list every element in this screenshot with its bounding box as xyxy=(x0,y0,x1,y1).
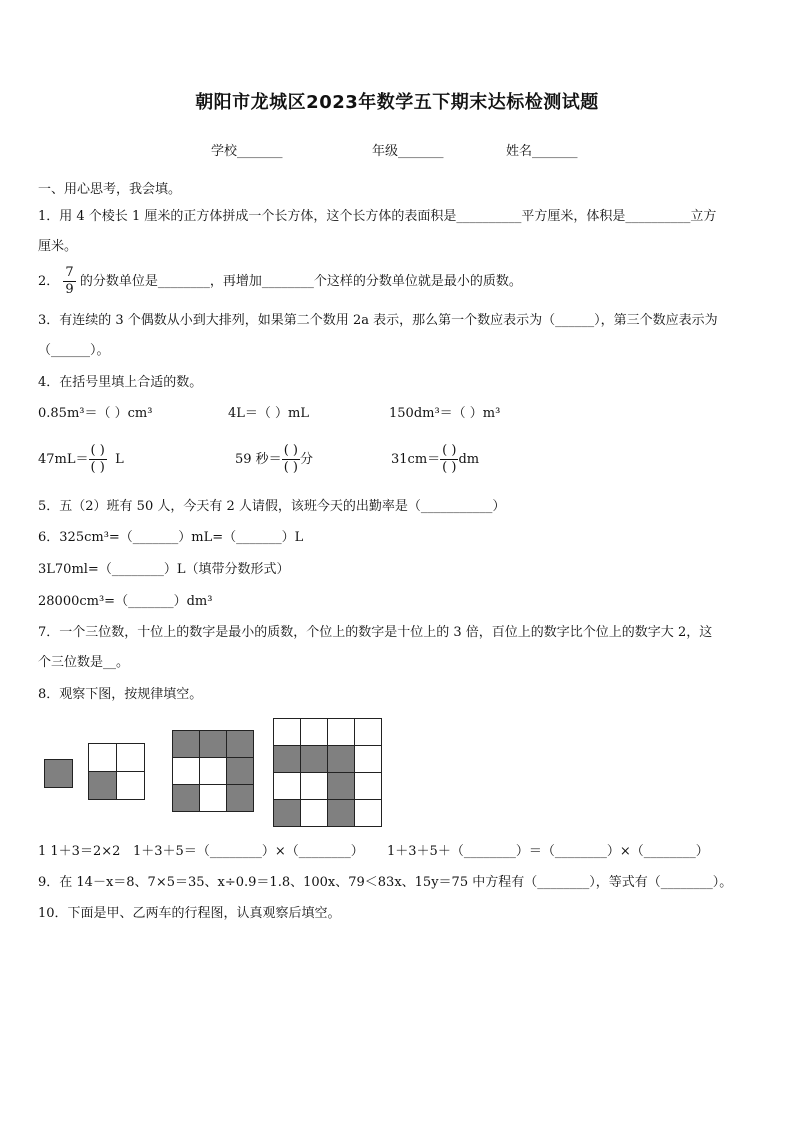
grid-cell xyxy=(116,743,145,772)
page-title: 朝阳市龙城区2023年数学五下期末达标检测试题 xyxy=(195,92,599,113)
grade-field[interactable]: 年级_______ xyxy=(372,144,444,159)
fraction-numerator: 7 xyxy=(65,265,74,280)
grid-cell xyxy=(354,772,382,800)
question-1-line1: 1．用 4 个棱长 1 厘米的正方体拼成一个长方体，这个长方体的表面积是__________平方厘米，体积是__________立方 xyxy=(38,209,717,224)
question-3-line1: 3．有连续的 3 个偶数从小到大排列，如果第二个数用 2a 表示，那么第一个数应表示为（______），第三个数应表示为 xyxy=(38,313,718,328)
grid-cell-shaded xyxy=(327,772,355,800)
question-4-b: 4L＝（ ）mL xyxy=(228,406,309,421)
question-5: 5．五（2）班有 50 人，今天有 2 人请假，该班今天的出勤率是（___________） xyxy=(38,499,506,514)
grid-cell-shaded xyxy=(327,745,355,773)
grid-cell xyxy=(199,784,227,812)
name-field[interactable]: 姓名_______ xyxy=(506,144,578,159)
grid-cell xyxy=(354,799,382,827)
blank-numerator[interactable]: ( ) xyxy=(442,443,457,458)
question-4-d xyxy=(38,440,124,480)
grid-cell xyxy=(172,757,200,785)
question-8-eq1: 1 1＋3＝2×2 xyxy=(38,844,121,859)
blank-denominator[interactable]: ( ) xyxy=(90,460,105,475)
question-9: 9．在 14－x＝8、7×5＝35、x÷0.9＝1.8、100x、79＜83x、15y＝75 中方程有（________），等式有（________）。 xyxy=(38,875,733,890)
question-10: 10．下面是甲、乙两车的行程图，认真观察后填空。 xyxy=(38,906,341,921)
grid-cell-shaded xyxy=(327,799,355,827)
grid-cell xyxy=(116,771,145,800)
grid-cell xyxy=(300,772,328,800)
question-6-b: 3L70ml=（________）L（填带分数形式） xyxy=(38,562,290,577)
grid-cell-shaded xyxy=(226,757,254,785)
fraction-7-9 xyxy=(63,265,75,298)
question-4-e-unit: 分 xyxy=(299,452,313,467)
grid-cell xyxy=(88,743,117,772)
pattern-1x1-square xyxy=(44,759,73,788)
blank-numerator[interactable]: ( ) xyxy=(283,443,298,458)
grid-cell xyxy=(273,772,301,800)
grid-cell xyxy=(327,718,355,746)
grid-cell-shaded xyxy=(273,745,301,773)
question-8-title: 8．观察下图，按规律填空。 xyxy=(38,687,203,702)
question-2-number: 2． xyxy=(38,274,60,289)
question-3-line2: （______）。 xyxy=(38,343,110,358)
question-7-line2: 个三位数是__。 xyxy=(38,655,130,670)
grid-cell xyxy=(273,718,301,746)
blank-denominator[interactable]: ( ) xyxy=(283,460,298,475)
grid-cell-shaded xyxy=(273,799,301,827)
grid-cell xyxy=(354,718,382,746)
question-4-c: 150dm³＝（ ）m³ xyxy=(389,406,501,421)
blank-denominator[interactable]: ( ) xyxy=(442,460,457,475)
blank-fraction[interactable] xyxy=(440,443,458,476)
grid-cell xyxy=(199,757,227,785)
question-8-eq2: 1＋3＋5＝（________）×（________） xyxy=(133,844,364,859)
question-4-title: 4．在括号里填上合适的数。 xyxy=(38,375,203,390)
blank-fraction[interactable] xyxy=(89,443,107,476)
question-6-c: 28000cm³=（_______）dm³ xyxy=(38,594,213,609)
question-4-d-label: 47mL＝ xyxy=(38,452,89,467)
grid-cell-shaded xyxy=(172,730,200,758)
question-4-e-label: 59 秒＝ xyxy=(235,452,282,467)
grid-cell xyxy=(354,745,382,773)
grid-cell-shaded xyxy=(88,771,117,800)
question-4-f-unit: dm xyxy=(458,452,480,467)
grid-cell-shaded xyxy=(226,784,254,812)
question-4-f-label: 31cm＝ xyxy=(391,452,441,467)
question-2 xyxy=(38,264,522,300)
blank-numerator[interactable]: ( ) xyxy=(90,443,105,458)
question-4-e xyxy=(235,440,313,480)
question-8-eq3: 1＋3＋5＋（________）＝（________）×（________） xyxy=(387,844,709,859)
question-7-line1: 7．一个三位数，十位上的数字是最小的质数，个位上的数字是十位上的 3 倍，百位上的数字比个位上的数字大 2，这 xyxy=(38,625,713,640)
grid-cell-shaded xyxy=(199,730,227,758)
grid-cell-shaded xyxy=(226,730,254,758)
fraction-denominator: 9 xyxy=(65,282,74,297)
grid-cell-shaded xyxy=(300,745,328,773)
question-4-d-unit: L xyxy=(115,452,124,467)
grid-cell xyxy=(300,718,328,746)
grid-cell-shaded xyxy=(172,784,200,812)
question-4-a: 0.85m³＝（ ）cm³ xyxy=(38,406,153,421)
school-field[interactable]: 学校_______ xyxy=(211,144,283,159)
question-4-f xyxy=(391,440,479,480)
question-6-a: 6．325cm³=（_______）mL=（_______）L xyxy=(38,530,304,545)
question-2-text: 的分数单位是________，再增加________个这样的分数单位就是最小的质数。 xyxy=(79,274,522,289)
section-heading: 一、用心思考，我会填。 xyxy=(38,182,182,197)
question-1-line2: 厘米。 xyxy=(38,239,78,254)
grid-cell xyxy=(300,799,328,827)
blank-fraction[interactable] xyxy=(282,443,300,476)
